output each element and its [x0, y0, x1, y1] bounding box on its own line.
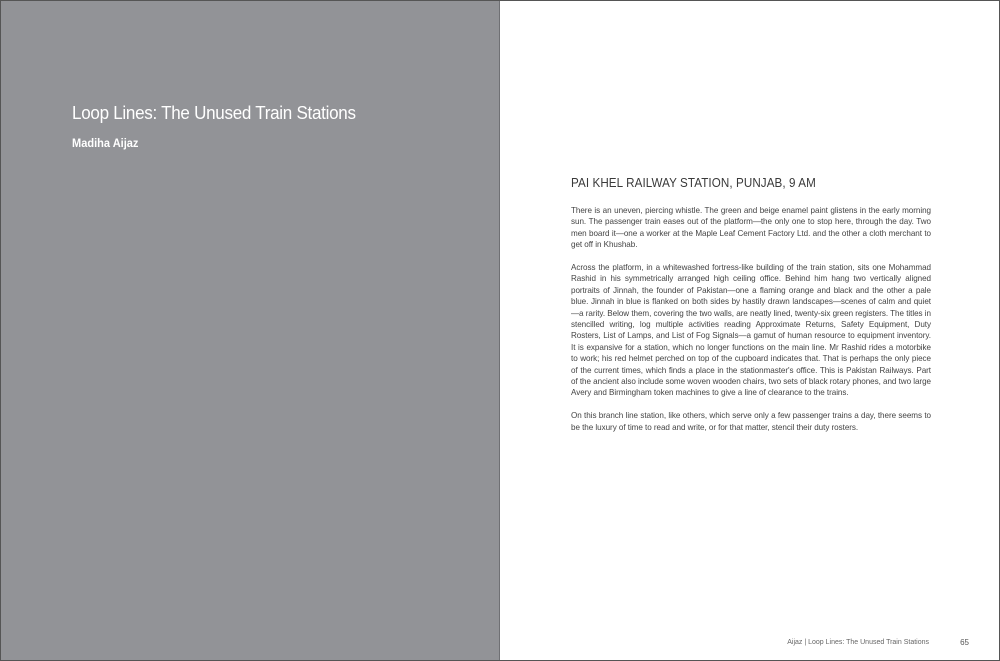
paragraph-3: On this branch line station, like others, which serve only a few passenger trains a day, there seems to be the luxury of time to read and write, or for that matter, stencil their duty rosters.	[571, 411, 931, 432]
paragraph-2: Across the platform, in a whitewashed fortress-like building of the train station, sits one Mohammad Rashid in his symmetrically arranged high ceiling office. Behind him hang two vertically aligned portraits of Jinnah, the founder of Pakistan—one a flaming orange and black and the other a pale blue. Jinnah in blue is flanked on both sides by hastily drawn landscapes—scenes of calm and quiet—a rarity. Below them, covering the two walls, are neatly lined, twenty-six green registers. The titles in stencilled writing, log multiple activities reading Approximate Returns, Safety Equipment, Duty Rosters, List of Lamps, and List of Fog Signals—a gamut of human resource to equipment inventory. It is expansive for a station, which no longer functions on the main line. Mr Rashid rides a motorbike to work; his red helmet perched on top of the cupboard indicates that. That is perhaps the only piece of the current times, which finds a place in the stationmaster's office. This is Pakistan Railways. Part of the ancient also include some woven wooden chairs, two sets of black rotary phones, and two large Avery and Birmingham token machines to give a line of clearance to the trains.	[571, 263, 931, 398]
page-number: 65	[960, 638, 969, 647]
right-page	[500, 1, 1000, 661]
article-title: Loop Lines: The Unused Train Stations	[72, 102, 356, 123]
left-page	[1, 1, 500, 661]
body-text	[571, 205, 931, 444]
running-footer: Aijaz | Loop Lines: The Unused Train Stations	[787, 639, 929, 646]
paragraph-1: There is an uneven, piercing whistle. The green and beige enamel paint glistens in the early morning sun. The passenger train eases out of the platform—the only one to stop here, through the day. Two men board it—one a worker at the Maple Leaf Cement Factory Ltd. and the other a cloth merchant to get off in Khushab.	[571, 206, 931, 250]
article-author: Madiha Aijaz	[72, 136, 139, 150]
section-heading: PAI KHEL RAILWAY STATION, PUNJAB, 9 AM	[571, 176, 816, 190]
